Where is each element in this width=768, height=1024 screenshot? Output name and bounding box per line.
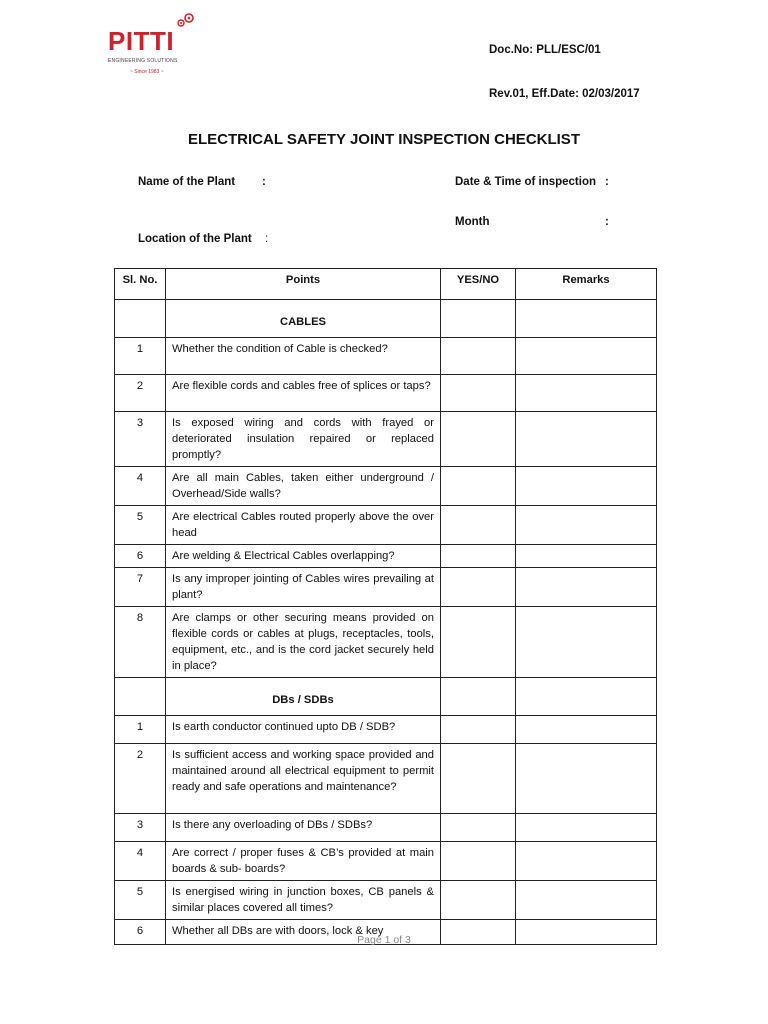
table-row bbox=[115, 881, 657, 920]
sl-no-cell: 1 bbox=[115, 338, 166, 375]
point-cell: Is there any overloading of DBs / SDBs? bbox=[166, 814, 441, 842]
yes-no-cell[interactable] bbox=[441, 678, 516, 716]
sl-no-cell: 4 bbox=[115, 842, 166, 881]
sl-no-cell: 5 bbox=[115, 881, 166, 920]
table-row bbox=[115, 568, 657, 607]
point-cell: Are correct / proper fuses & CB’s provided at main boards & sub- boards? bbox=[166, 842, 441, 881]
location-colon: : bbox=[265, 233, 269, 245]
logo-tagline: ENGINEERING SOLUTIONS bbox=[108, 58, 178, 64]
col-header-sl: Sl. No. bbox=[115, 269, 166, 300]
point-cell: Are all main Cables, taken either underground / Overhead/Side walls? bbox=[166, 467, 441, 506]
sl-no-cell: 5 bbox=[115, 506, 166, 545]
yes-no-cell[interactable] bbox=[441, 412, 516, 467]
remarks-cell[interactable] bbox=[516, 338, 657, 375]
section-row bbox=[115, 300, 657, 338]
point-cell: Are welding & Electrical Cables overlapping? bbox=[166, 545, 441, 568]
remarks-cell[interactable] bbox=[516, 744, 657, 814]
sl-no-cell: 3 bbox=[115, 814, 166, 842]
yes-no-cell[interactable] bbox=[441, 375, 516, 412]
yes-no-cell[interactable] bbox=[441, 300, 516, 338]
col-header-yes-no: YES/NO bbox=[441, 269, 516, 300]
col-header-points: Points bbox=[166, 269, 441, 300]
plant-name-colon: : bbox=[262, 176, 266, 188]
point-cell: Is exposed wiring and cords with frayed or deteriorated insulation repaired or replaced promptly? bbox=[166, 412, 441, 467]
remarks-cell[interactable] bbox=[516, 678, 657, 716]
remarks-cell[interactable] bbox=[516, 506, 657, 545]
yes-no-cell[interactable] bbox=[441, 842, 516, 881]
sl-no-cell bbox=[115, 300, 166, 338]
yes-no-cell[interactable] bbox=[441, 744, 516, 814]
yes-no-cell[interactable] bbox=[441, 467, 516, 506]
gear-icon bbox=[176, 12, 198, 28]
point-cell: Is any improper jointing of Cables wires prevailing at plant? bbox=[166, 568, 441, 607]
yes-no-cell[interactable] bbox=[441, 814, 516, 842]
yes-no-cell[interactable] bbox=[441, 506, 516, 545]
point-cell: Whether the condition of Cable is checked? bbox=[166, 338, 441, 375]
point-cell: Is earth conductor continued upto DB / SDB? bbox=[166, 716, 441, 744]
page-number: Page 1 of 3 bbox=[357, 934, 411, 946]
table-row bbox=[115, 338, 657, 375]
sl-no-cell: 4 bbox=[115, 467, 166, 506]
date-time-colon: : bbox=[605, 176, 609, 188]
sl-no-cell bbox=[115, 678, 166, 716]
remarks-cell[interactable] bbox=[516, 881, 657, 920]
sl-no-cell: 7 bbox=[115, 568, 166, 607]
sl-no-cell: 2 bbox=[115, 375, 166, 412]
table-row bbox=[115, 744, 657, 814]
point-cell: Are electrical Cables routed properly above the over head bbox=[166, 506, 441, 545]
table-row bbox=[115, 467, 657, 506]
sl-no-cell: 2 bbox=[115, 744, 166, 814]
point-cell: Is sufficient access and working space provided and maintained around all electrical equipment to permit ready and safe operations and maintenance? bbox=[166, 744, 441, 814]
remarks-cell[interactable] bbox=[516, 842, 657, 881]
table-row bbox=[115, 842, 657, 881]
location-label: Location of the Plant bbox=[138, 233, 252, 245]
remarks-cell[interactable] bbox=[516, 814, 657, 842]
point-cell: Are flexible cords and cables free of splices or taps? bbox=[166, 375, 441, 412]
sl-no-cell: 8 bbox=[115, 607, 166, 678]
point-cell: Are clamps or other securing means provided on flexible cords or cables at plugs, receptacles, tools, equipment, etc., and is the cord jacket securely held in place? bbox=[166, 607, 441, 678]
plant-name-label: Name of the Plant bbox=[138, 176, 236, 188]
remarks-cell[interactable] bbox=[516, 607, 657, 678]
table-row bbox=[115, 716, 657, 744]
remarks-cell[interactable] bbox=[516, 467, 657, 506]
point-cell: Whether all DBs are with doors, lock & key bbox=[166, 920, 441, 945]
month-colon: : bbox=[605, 216, 609, 228]
remarks-cell[interactable] bbox=[516, 568, 657, 607]
section-title: DBs / SDBs bbox=[166, 678, 441, 716]
table-row bbox=[115, 375, 657, 412]
remarks-cell[interactable] bbox=[516, 716, 657, 744]
logo-name: PITTI bbox=[108, 26, 175, 56]
document-number: Doc.No: PLL/ESC/01 bbox=[489, 44, 601, 56]
revision-date: Rev.01, Eff.Date: 02/03/2017 bbox=[489, 88, 640, 100]
yes-no-cell[interactable] bbox=[441, 881, 516, 920]
table-row bbox=[115, 545, 657, 568]
page-title: ELECTRICAL SAFETY JOINT INSPECTION CHECKLIST bbox=[188, 131, 580, 148]
yes-no-cell[interactable] bbox=[441, 716, 516, 744]
col-header-remarks: Remarks bbox=[516, 269, 657, 300]
section-row bbox=[115, 678, 657, 716]
yes-no-cell[interactable] bbox=[441, 338, 516, 375]
date-time-label: Date & Time of inspection bbox=[455, 176, 597, 188]
inspection-checklist-table bbox=[114, 268, 657, 945]
table-row bbox=[115, 412, 657, 467]
remarks-cell[interactable] bbox=[516, 300, 657, 338]
yes-no-cell[interactable] bbox=[441, 607, 516, 678]
month-label: Month bbox=[455, 216, 490, 228]
table-row bbox=[115, 506, 657, 545]
sl-no-cell: 1 bbox=[115, 716, 166, 744]
sl-no-cell: 3 bbox=[115, 412, 166, 467]
point-cell: Is energised wiring in junction boxes, CB panels & similar places covered all times? bbox=[166, 881, 441, 920]
sl-no-cell: 6 bbox=[115, 545, 166, 568]
table-header-row bbox=[115, 269, 657, 300]
logo-since: ~ Since 1983 ~ bbox=[130, 69, 164, 75]
section-title: CABLES bbox=[166, 300, 441, 338]
sl-no-cell: 6 bbox=[115, 920, 166, 945]
table-row bbox=[115, 814, 657, 842]
company-logo bbox=[108, 12, 200, 86]
yes-no-cell[interactable] bbox=[441, 568, 516, 607]
table-row bbox=[115, 607, 657, 678]
remarks-cell[interactable] bbox=[516, 375, 657, 412]
remarks-cell[interactable] bbox=[516, 545, 657, 568]
remarks-cell[interactable] bbox=[516, 412, 657, 467]
yes-no-cell[interactable] bbox=[441, 545, 516, 568]
